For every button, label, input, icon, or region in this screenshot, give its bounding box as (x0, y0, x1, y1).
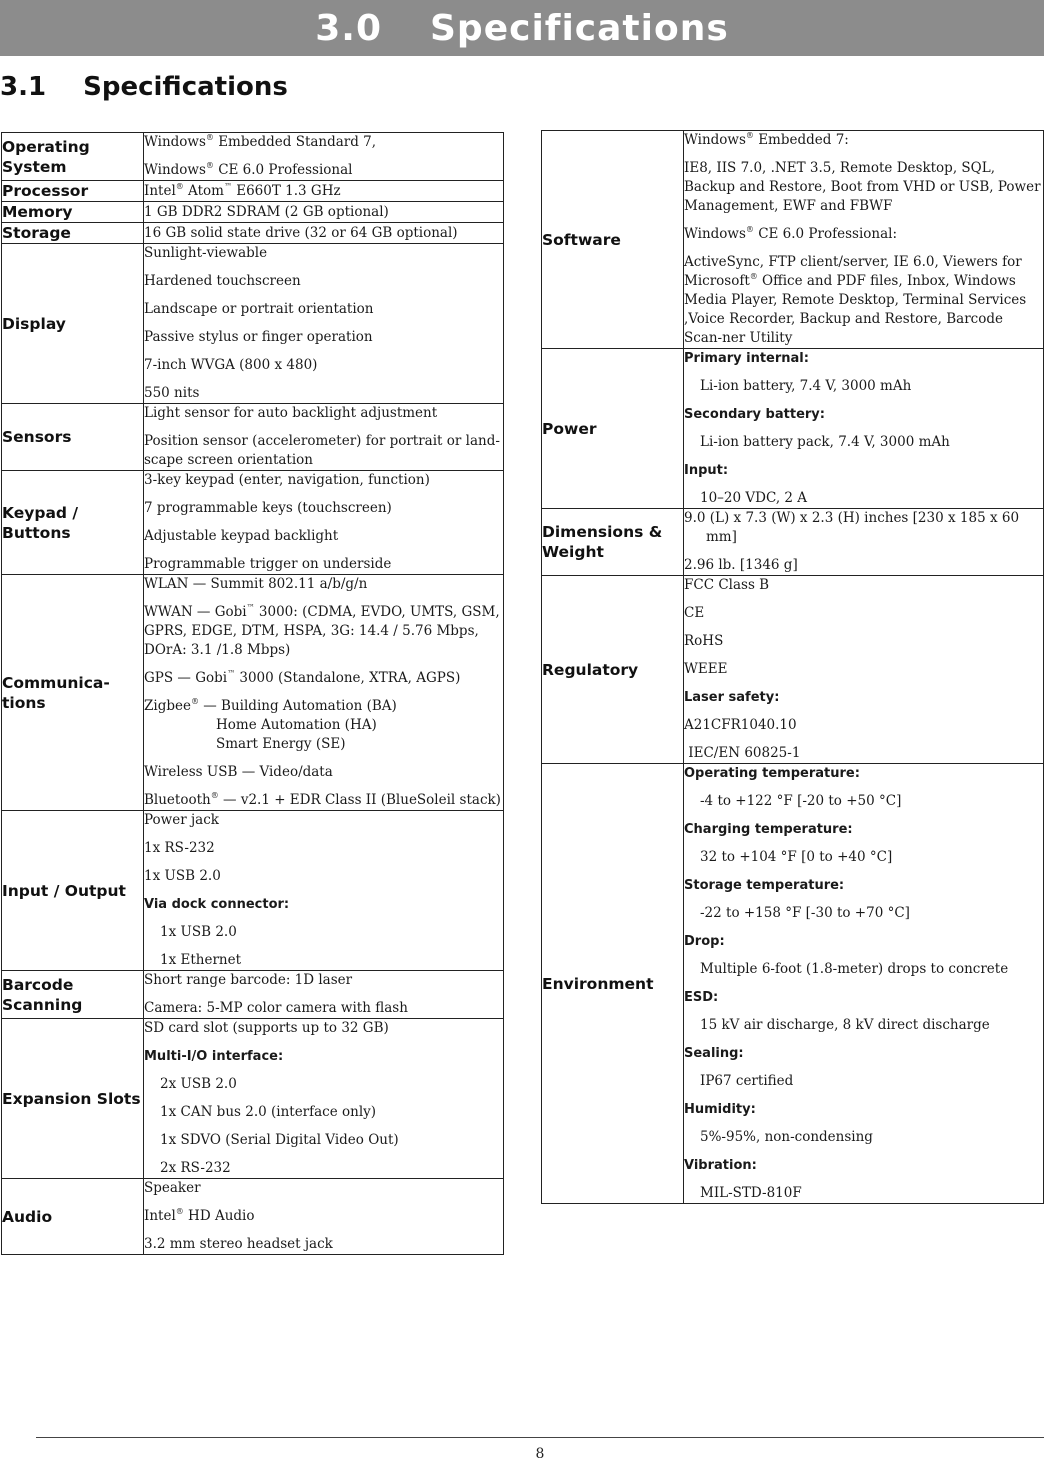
value-line: Camera: 5-MP color camera with flash (144, 1000, 408, 1016)
row-label: Display (2, 244, 144, 404)
row-memory (2, 202, 504, 223)
section-heading (0, 72, 288, 102)
value-line: 10–20 VDC, 2 A (700, 490, 808, 506)
row-label: Operating System (2, 133, 144, 181)
value-line: 1 GB DDR2 SDRAM (2 GB optional) (144, 203, 389, 220)
value-line: CE (684, 605, 705, 621)
value-line: 1x USB 2.0 (160, 924, 237, 940)
row-processor (2, 181, 504, 202)
chapter-number: 3.0 (315, 7, 382, 49)
value-line: Zigbee® — Building Automation (BA) (144, 697, 397, 714)
value-line: 7 programmable keys (touchscreen) (144, 500, 392, 516)
value-line: Multiple 6-foot (1.8-meter) drops to concrete (700, 961, 1009, 977)
sub-heading: Via dock connector: (144, 897, 290, 912)
sub-heading: Input: (684, 463, 729, 478)
sub-heading: Sealing: (684, 1046, 744, 1061)
value-line: Li-ion battery, 7.4 V, 3000 mAh (700, 378, 912, 394)
value-line: MIL-STD-810F (700, 1185, 802, 1201)
sub-heading: ESD: (684, 990, 719, 1005)
row-input-output (2, 811, 504, 971)
value-line: Passive stylus or finger operation (144, 329, 373, 345)
value-line: -22 to +158 °F [-30 to +70 °C] (700, 905, 910, 921)
row-label: Keypad / Buttons (2, 471, 144, 575)
value-line: Windows® Embedded 7: (684, 131, 849, 148)
value-line: Sunlight-viewable (144, 245, 268, 261)
row-label: Environment (542, 764, 684, 1204)
value-line: GPS — Gobi™ 3000 (Standalone, XTRA, AGPS) (144, 669, 461, 686)
value-line: 1x CAN bus 2.0 (interface only) (160, 1104, 377, 1120)
value-line: 2.96 lb. [1346 g] (684, 557, 798, 573)
row-label: Regulatory (542, 576, 684, 764)
value-line: Hardened touchscreen (144, 273, 301, 289)
value-line: 3-key keypad (enter, navigation, function) (144, 472, 430, 488)
value-line: ActiveSync, FTP client/server, IE 6.0, Viewers for Microsoft® Office and PDF files, Inbox, Windows Media Player, Remote Desktop, Terminal Services ,Voice Recorder, Backup and Restore, Barcode Scan-ner Utility (684, 254, 1027, 346)
row-label: Sensors (2, 404, 144, 471)
sub-heading: Multi-I/O interface: (144, 1049, 284, 1064)
row-label: Software (542, 131, 684, 349)
section-title: Specifications (83, 72, 288, 102)
value-line: Li-ion battery pack, 7.4 V, 3000 mAh (700, 434, 950, 450)
value-line: Bluetooth® — v2.1 + EDR Class II (BlueSoleil stack) (144, 791, 501, 808)
page-number: 8 (535, 1446, 545, 1462)
value-line: IE8, IIS 7.0, .NET 3.5, Remote Desktop, SQL, Backup and Restore, Boot from VHD or USB, Power Management, EWF and FBWF (684, 160, 1041, 214)
row-label: Dimensions & Weight (542, 509, 684, 576)
value-line: 16 GB solid state drive (32 or 64 GB optional) (144, 224, 458, 241)
value-line: 7-inch WVGA (800 x 480) (144, 357, 318, 373)
row-expansion (2, 1019, 504, 1179)
value-line: Wireless USB — Video/data (144, 764, 333, 780)
value-line: Short range barcode: 1D laser (144, 972, 353, 988)
row-label: Communica-tions (2, 575, 144, 811)
value-line: 1x RS-232 (144, 840, 215, 856)
value-line: SD card slot (supports up to 32 GB) (144, 1020, 389, 1036)
row-label: Barcode Scanning (2, 971, 144, 1019)
value-line: Windows® Embedded Standard 7, (144, 133, 377, 150)
sub-heading: Drop: (684, 934, 725, 949)
row-environment (542, 764, 1044, 1204)
value-line: Adjustable keypad backlight (144, 528, 339, 544)
value-line: WLAN — Summit 802.11 a/b/g/n (144, 576, 368, 592)
row-label: Power (542, 349, 684, 509)
value-line: Position sensor (accelerometer) for portrait or land-scape screen orientation (144, 433, 500, 468)
value-line: IP67 certified (700, 1073, 794, 1089)
row-label: Expansion Slots (2, 1019, 144, 1179)
row-label: Input / Output (2, 811, 144, 971)
value-line: 3.2 mm stereo headset jack (144, 1236, 333, 1252)
sub-heading: Primary internal: (684, 351, 809, 366)
row-display (2, 244, 504, 404)
value-line: A21CFR1040.10 (684, 717, 797, 733)
row-label: Processor (2, 181, 144, 202)
sub-heading: Humidity: (684, 1102, 756, 1117)
sub-heading: Laser safety: (684, 690, 780, 705)
value-line: 1x SDVO (Serial Digital Video Out) (160, 1132, 399, 1148)
value-line: Smart Energy (SE) (216, 736, 346, 752)
value-line: Landscape or portrait orientation (144, 301, 374, 317)
sub-heading: Charging temperature: (684, 822, 853, 837)
sub-heading: Storage temperature: (684, 878, 845, 893)
row-operating-system (2, 133, 504, 181)
spec-table-right (541, 130, 1044, 1204)
sub-heading: Operating temperature: (684, 766, 860, 781)
value-line: 2x RS-232 (160, 1160, 231, 1176)
value-line: RoHS (684, 633, 724, 649)
value-line: Programmable trigger on underside (144, 556, 392, 572)
row-keypad (2, 471, 504, 575)
row-audio (2, 1179, 504, 1255)
row-storage (2, 223, 504, 244)
value-line: 1x Ethernet (160, 952, 242, 968)
section-number: 3.1 (0, 72, 47, 102)
value-line: Windows® CE 6.0 Professional (144, 161, 353, 178)
value-line: 1x USB 2.0 (144, 868, 221, 884)
value-line: IEC/EN 60825-1 (684, 745, 801, 761)
row-dimensions (542, 509, 1044, 576)
value-line: 32 to +104 °F [0 to +40 °C] (700, 849, 893, 865)
row-label: Memory (2, 202, 144, 223)
row-regulatory (542, 576, 1044, 764)
value-line: Intel® Atom™ E660T 1.3 GHz (144, 181, 341, 199)
spec-table-left (1, 132, 504, 1255)
value-line: Speaker (144, 1180, 201, 1196)
value-line: Power jack (144, 812, 219, 828)
value-line: Light sensor for auto backlight adjustment (144, 405, 438, 421)
row-sensors (2, 404, 504, 471)
value-line: 9.0 (L) x 7.3 (W) x 2.3 (H) inches [230 x 185 x 60 mm] (684, 510, 1020, 545)
sub-heading: Vibration: (684, 1158, 757, 1173)
value-line: 2x USB 2.0 (160, 1076, 237, 1092)
chapter-title: Specifications (430, 7, 729, 49)
value-line: FCC Class B (684, 577, 770, 593)
value-line: Intel® HD Audio (144, 1207, 255, 1224)
row-communications (2, 575, 504, 811)
value-line: Home Automation (HA) (216, 717, 377, 733)
value-line: Windows® CE 6.0 Professional: (684, 225, 897, 242)
value-line: 550 nits (144, 385, 200, 401)
sub-heading: Secondary battery: (684, 407, 825, 422)
chapter-banner (0, 0, 1044, 56)
row-label: Storage (2, 223, 144, 244)
value-line: 5%-95%, non-condensing (700, 1129, 873, 1145)
value-line: WWAN — Gobi™ 3000: (CDMA, EVDO, UMTS, GSM, GPRS, EDGE, DTM, HSPA, 3G: 14.4 / 5.76 Mbps, DOrA: 3.1 /1.8 Mbps) (144, 603, 500, 658)
row-power (542, 349, 1044, 509)
footer-divider (36, 1437, 1044, 1438)
value-line: WEEE (684, 661, 728, 677)
value-line: -4 to +122 °F [-20 to +50 °C] (700, 793, 902, 809)
row-label: Audio (2, 1179, 144, 1255)
value-line: 15 kV air discharge, 8 kV direct discharge (700, 1017, 990, 1033)
row-software (542, 131, 1044, 349)
row-barcode (2, 971, 504, 1019)
